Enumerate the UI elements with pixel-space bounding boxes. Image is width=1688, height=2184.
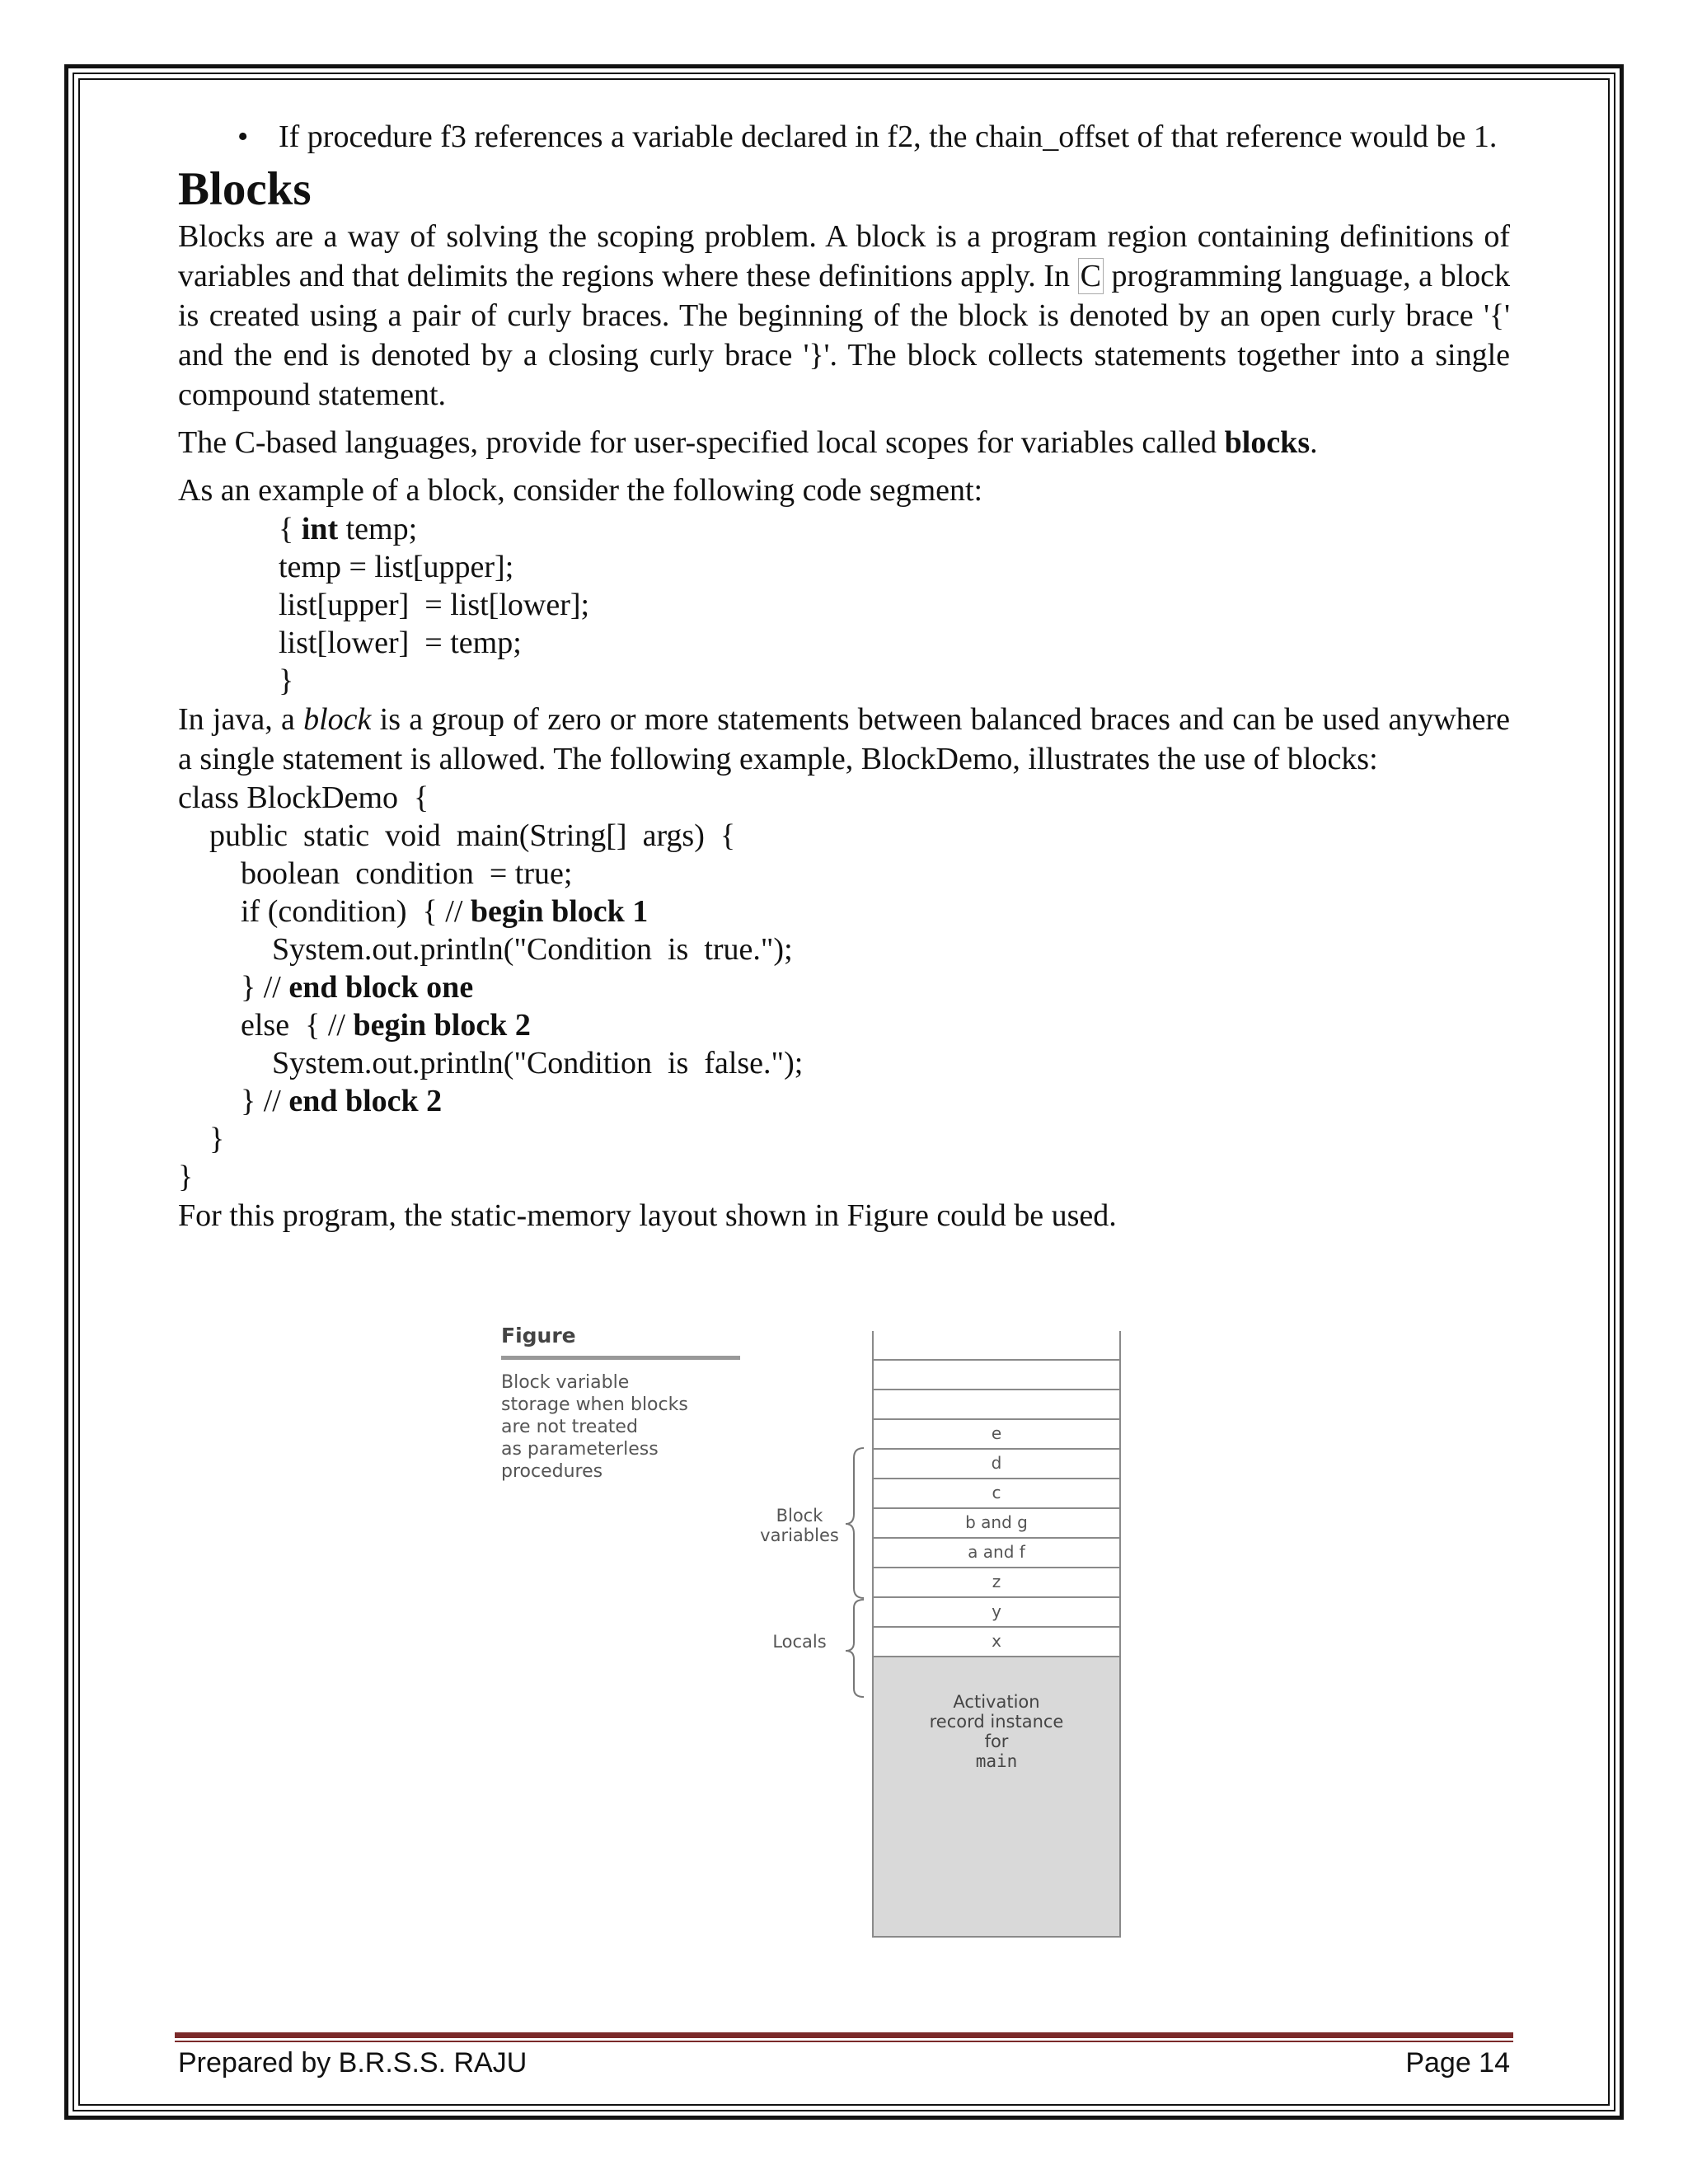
code-segment-c bbox=[178, 510, 1510, 700]
memory-cell: y bbox=[872, 1598, 1121, 1628]
block-variables-label: Block variables bbox=[760, 1506, 839, 1545]
code-line: class BlockDemo { bbox=[178, 780, 429, 815]
memory-cell: c bbox=[872, 1479, 1121, 1509]
activation-record-text: main bbox=[975, 1751, 1018, 1771]
bold-term: blocks bbox=[1224, 425, 1311, 460]
code-line: else { // begin block 2 bbox=[178, 1008, 531, 1043]
page-content bbox=[178, 119, 1510, 1235]
bullet-marker: • bbox=[237, 120, 249, 154]
paragraph-example-intro: As an example of a block, consider the following code segment: bbox=[178, 473, 983, 508]
memory-cell: d bbox=[872, 1450, 1121, 1479]
brace-drawing bbox=[495, 1323, 1236, 1974]
code-line: } bbox=[178, 1160, 194, 1194]
code-line: { int temp; bbox=[279, 512, 418, 546]
code-segment-java bbox=[178, 779, 1510, 1196]
paragraph-text: is a group of zero or more statements between balanced braces and can be used anywhere a single statement is allowed. The following example, BlockDemo, illustrates the use of blocks: bbox=[178, 702, 1511, 776]
footer-author: Prepared by B.R.S.S. RAJU bbox=[178, 2047, 528, 2079]
activation-record-text: record instance bbox=[929, 1712, 1064, 1732]
paragraph-figure-intro: For this program, the static-memory layout shown in Figure could be used. bbox=[178, 1198, 1117, 1233]
code-line: public static void main(String[] args) { bbox=[178, 818, 736, 853]
paragraph-text: The C-based languages, provide for user-specified local scopes for variables called bbox=[178, 425, 1217, 460]
paragraph-java-block bbox=[178, 700, 1510, 779]
code-line: } bbox=[279, 663, 294, 698]
paragraph-text: In bbox=[1043, 259, 1071, 293]
code-line: list[lower] = temp; bbox=[279, 626, 522, 660]
code-line: System.out.println("Condition is true."); bbox=[178, 932, 793, 967]
code-line: } // end block one bbox=[178, 970, 474, 1005]
footer-rule bbox=[175, 2032, 1513, 2038]
memory-cell: b and g bbox=[872, 1509, 1121, 1539]
paragraph-c-based bbox=[178, 423, 1510, 462]
locals-label: Locals bbox=[772, 1632, 827, 1652]
figure-description: Block variable storage when blocks are not treated as parameterless procedures bbox=[501, 1372, 688, 1482]
c-language-link[interactable]: C bbox=[1078, 258, 1104, 294]
paragraph-text: In java, a bbox=[178, 702, 295, 737]
memory-cell: a and f bbox=[872, 1539, 1121, 1568]
paragraph-text: Blocks are a way of solving the scoping problem. A block is a program region containing definitions of variables and that delimits the regions where these definitions apply. bbox=[178, 219, 1510, 293]
paragraph-text: programming language, a block is created using a pair of curly braces. The beginning of the block is denoted by an open curly brace '{' and the end is denoted by a closing curly brace '}'. The block collects statements together into a single compound statement. bbox=[178, 259, 1511, 412]
memory-cell: e bbox=[872, 1420, 1121, 1450]
code-line: System.out.println("Condition is false."); bbox=[178, 1046, 804, 1080]
code-line: if (condition) { // begin block 1 bbox=[178, 894, 649, 929]
locals-brace bbox=[846, 1600, 864, 1697]
code-line: list[upper] = list[lower]; bbox=[279, 588, 590, 622]
footer-rule-thin bbox=[175, 2041, 1513, 2042]
paragraph-blocks-definition bbox=[178, 217, 1510, 415]
memory-cell: z bbox=[872, 1568, 1121, 1598]
paragraph-text: . bbox=[1310, 425, 1318, 460]
section-heading: Blocks bbox=[178, 163, 312, 215]
italic-term: block bbox=[303, 702, 372, 737]
bullet-item bbox=[178, 119, 1510, 156]
activation-record-text: for bbox=[984, 1732, 1009, 1751]
bullet-text: If procedure f3 references a variable declared in f2, the chain_offset of that reference would be 1. bbox=[279, 120, 1498, 154]
activation-record-text: Activation bbox=[953, 1692, 1040, 1712]
code-line: } // end block 2 bbox=[178, 1084, 443, 1118]
page-number: Page 14 bbox=[1405, 2047, 1510, 2079]
figure-title: Figure bbox=[501, 1324, 576, 1347]
code-line: } bbox=[178, 1122, 225, 1156]
code-line: boolean condition = true; bbox=[178, 856, 573, 891]
memory-cell: x bbox=[872, 1628, 1121, 1657]
memory-layout-figure bbox=[495, 1323, 1236, 1974]
code-line: temp = list[upper]; bbox=[279, 550, 514, 584]
block-variables-brace bbox=[846, 1448, 864, 1598]
